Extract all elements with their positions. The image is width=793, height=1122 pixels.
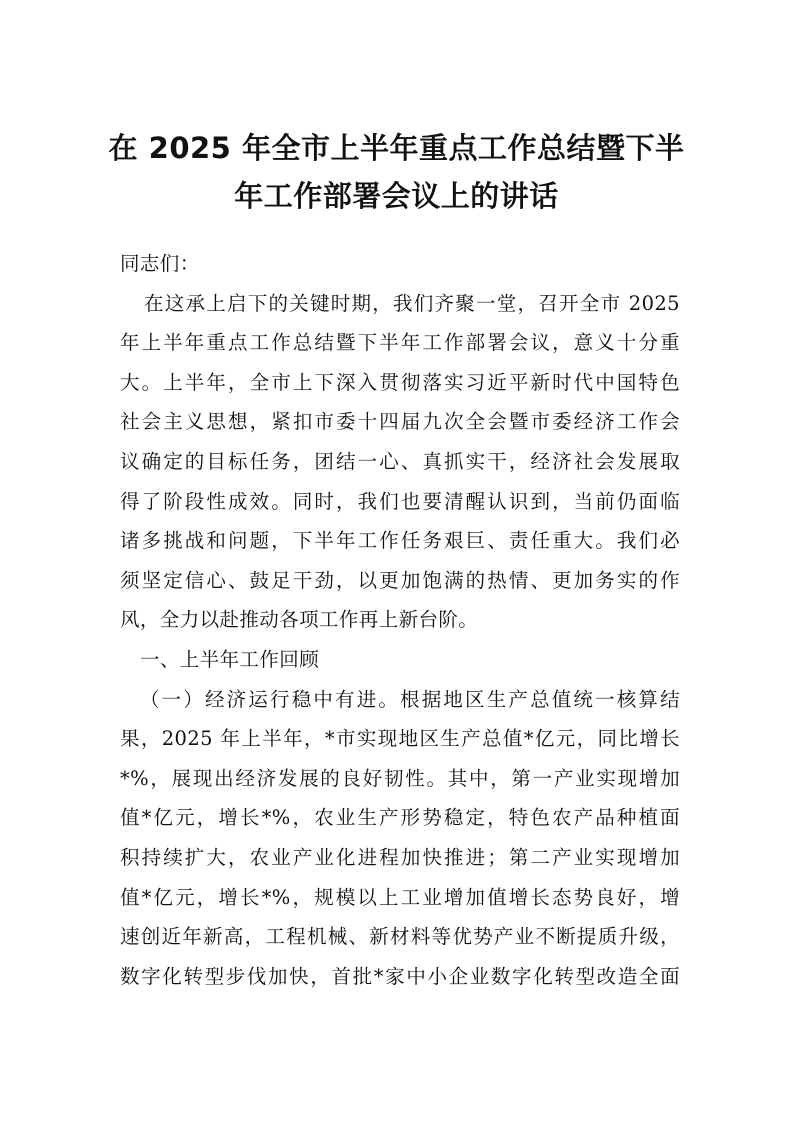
paragraph-line: 社会主义思想，紧扣市委十四届九次全会暨市委经济工作会 xyxy=(120,410,680,434)
paragraph-line: 值*亿元，增长*%，农业生产形势稳定，特色农产品种植面 xyxy=(120,806,680,830)
paragraph-line: 风，全力以赴推动各项工作再上新台阶。 xyxy=(120,608,479,632)
paragraph-line: 速创近年新高，工程机械、新材料等优势产业不断提质升级， xyxy=(120,925,680,949)
paragraph-opening xyxy=(120,284,680,640)
paragraph-line: （一）经济运行稳中有进。根据地区生产总值统一核算结 xyxy=(140,687,680,711)
paragraph-line: 诸多挑战和问题，下半年工作任务艰巨、责任重大。我们必 xyxy=(120,529,680,553)
document-body xyxy=(120,244,680,996)
paragraph-line: 积持续扩大，农业产业化进程加快推进；第二产业实现增加 xyxy=(120,845,680,869)
section-heading: 一、上半年工作回顾 xyxy=(140,647,320,671)
paragraph-line: 年上半年重点工作总结暨下半年工作部署会议，意义十分重 xyxy=(120,331,680,355)
paragraph-line: 大。上半年，全市上下深入贯彻落实习近平新时代中国特色 xyxy=(120,370,680,394)
paragraph-line: 议确定的目标任务，团结一心、真抓实干，经济社会发展取 xyxy=(120,449,680,473)
document-title-line-2: 年工作部署会议上的讲话 xyxy=(234,179,559,213)
paragraph-line: 在这承上启下的关键时期，我们齐聚一堂，召开全市 2025 xyxy=(144,291,680,315)
paragraph-line: 数字化转型步伐加快，首批*家中小企业数字化转型改造全面 xyxy=(120,964,680,988)
paragraph-line: 值*亿元，增长*%，规模以上工业增加值增长态势良好，增 xyxy=(120,885,680,909)
paragraph-line: 得了阶段性成效。同时，我们也要清醒认识到，当前仍面临 xyxy=(120,489,680,513)
salutation: 同志们： xyxy=(120,252,200,275)
paragraph-economy xyxy=(120,680,680,997)
paragraph-line: *%，展现出经济发展的良好韧性。其中，第一产业实现增加 xyxy=(120,766,680,790)
paragraph-line: 须坚定信心、鼓足干劲，以更加饱满的热情、更加务实的作 xyxy=(120,568,680,592)
document-title-line-1: 在 2025 年全市上半年重点工作总结暨下半 xyxy=(108,131,685,165)
paragraph-line: 果，2025 年上半年，*市实现地区生产总值*亿元，同比增长 xyxy=(120,727,680,751)
